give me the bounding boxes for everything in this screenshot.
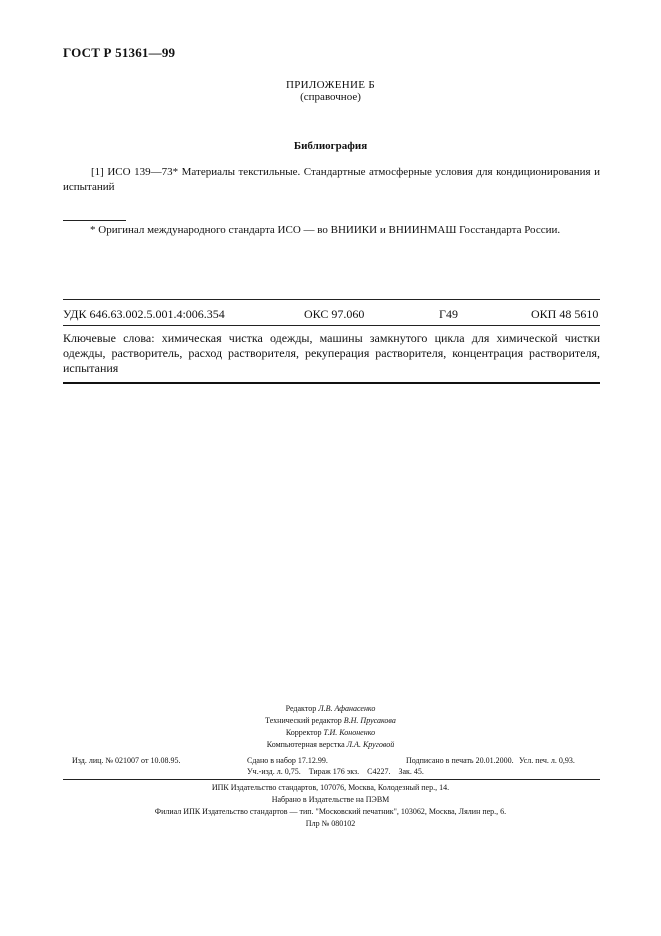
publishing-details: Уч.-изд. л. 0,75. Тираж 176 экз. С4227. Зак. 45. [247, 767, 424, 776]
publishing-license: Изд. лиц. № 021007 от 10.08.95. [72, 756, 181, 765]
publishing-typeset-date: Сдано в набор 17.12.99. [247, 756, 328, 765]
classification-bottom-rule [63, 325, 600, 326]
standard-code: ГОСТ Р 51361—99 [63, 45, 176, 60]
bibliography-entry: [1] ИСО 139—73* Материалы текстильные. Стандартные атмосферные условия для кондиционирования и испытаний [63, 166, 600, 193]
oks-code: ОКС 97.060 [304, 307, 365, 321]
publisher-top-rule [63, 779, 600, 780]
credit-editor: Редактор Л.В. Афанасенко [285, 704, 376, 713]
keywords-bottom-rule [63, 382, 600, 384]
credit-layout: Компьютерная верстка Л.А. Круговой [266, 740, 395, 749]
publisher-line-1: ИПК Издательство стандартов, 107076, Москва, Колодезный пер., 14. [211, 783, 450, 792]
keywords: Ключевые слова: химическая чистка одежды, машины замкнутого цикла для химической чистки одежды, растворитель, расход растворителя, рекуперация растворителя, концентрация растворителя, испытания [63, 331, 600, 375]
credits-block [0, 703, 661, 751]
footnote: * Оригинал международного стандарта ИСО — во ВНИИКИ и ВНИИНМАШ Госстандарта России. [90, 224, 561, 236]
publisher-line-2: Набрано в Издательстве на ПЭВМ [271, 795, 390, 804]
credit-proofreader: Корректор Т.И. Кононенко [285, 728, 376, 737]
appendix-subtitle: (справочное) [300, 91, 361, 103]
credit-tech-editor: Технический редактор В.Н. Прусакова [265, 716, 396, 725]
udk-code: УДК 646.63.002.5.001.4:006.354 [63, 307, 225, 321]
bibliography-heading: Библиография [293, 140, 368, 152]
okp-code: ОКП 48 5610 [531, 307, 599, 321]
publishing-print-sheets: Усл. печ. л. 0,93. [519, 756, 575, 765]
publisher-line-3: Филиал ИПК Издательство стандартов — тип. "Московский печатник", 103062, Москва, Лялин пер., 6. [154, 807, 507, 816]
footnote-divider [63, 220, 126, 221]
appendix-title: ПРИЛОЖЕНИЕ Б [286, 79, 375, 91]
classification-top-rule [63, 299, 600, 300]
publishing-print-date: Подписано в печать 20.01.2000. [406, 756, 514, 765]
publisher-block [0, 782, 661, 830]
group-code: Г49 [439, 307, 458, 321]
publisher-line-4: Плр № 080102 [305, 819, 356, 828]
